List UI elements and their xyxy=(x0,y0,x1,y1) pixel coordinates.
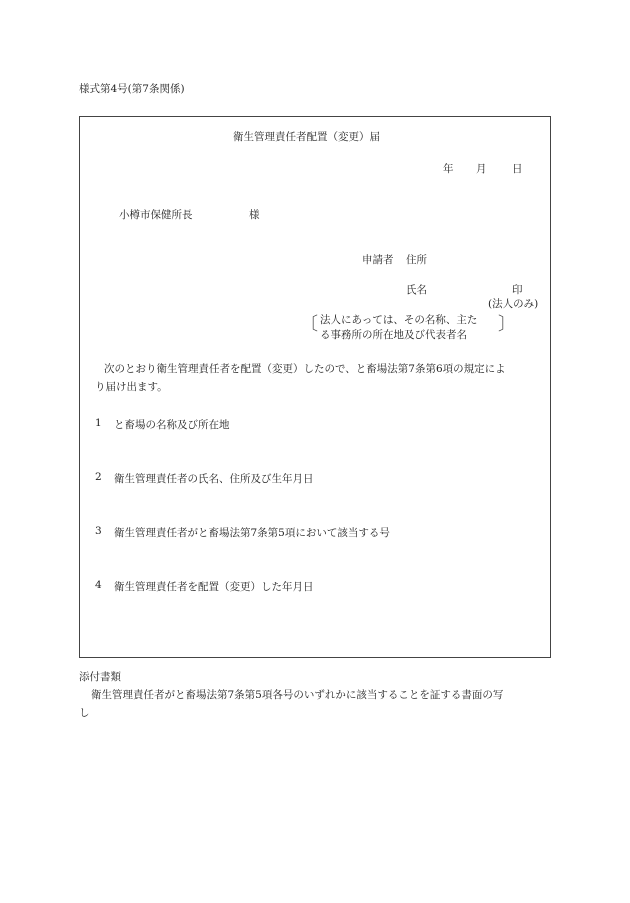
attachments-heading: 添付書類 xyxy=(79,671,121,683)
item-4-text: 衛生管理責任者を配置（変更）した年月日 xyxy=(114,581,314,593)
corp-note-line2: る事務所の所在地及び代表者名 xyxy=(320,329,467,341)
attachments-line2: し xyxy=(79,707,90,719)
name-label: 氏名 xyxy=(406,284,427,296)
date-day-label: 日 xyxy=(512,163,523,175)
date-month-label: 月 xyxy=(476,163,487,175)
item-1-text: と畜場の名称及び所在地 xyxy=(114,419,230,431)
body-text-line2: り届け出ます。 xyxy=(95,381,168,393)
item-2-text: 衛生管理責任者の氏名、住所及び生年月日 xyxy=(114,473,314,485)
note-bracket-left: 〔 xyxy=(300,314,318,335)
form-number: 様式第4号(第7条関係) xyxy=(79,83,185,95)
attachments-line1: 衛生管理責任者がと畜場法第7条第5項各号のいずれかに該当することを証する書面の写 xyxy=(91,689,504,701)
item-4-number: 4 xyxy=(95,579,102,591)
addressee-honorific: 様 xyxy=(249,209,260,221)
item-2-number: 2 xyxy=(95,471,102,483)
date-year-label: 年 xyxy=(443,163,454,175)
item-1-number: 1 xyxy=(95,417,102,429)
item-3-number: 3 xyxy=(95,525,102,537)
applicant-label: 申請者 xyxy=(362,254,394,266)
address-label: 住所 xyxy=(406,254,427,266)
seal-note: (法人のみ) xyxy=(488,298,539,310)
item-3-text: 衛生管理責任者がと畜場法第7条第5項において該当する号 xyxy=(114,527,390,539)
form-title: 衛生管理責任者配置（変更）届 xyxy=(233,131,380,143)
corp-note-line1: 法人にあっては、その名称、主た xyxy=(320,314,478,326)
note-bracket-right: 〕 xyxy=(498,314,516,335)
seal-mark: 印 xyxy=(512,284,523,296)
addressee-name: 小樽市保健所長 xyxy=(119,209,193,221)
body-text-line1: 次のとおり衛生管理責任者を配置（変更）したので、と畜場法第7条第6項の規定によ xyxy=(104,363,506,375)
